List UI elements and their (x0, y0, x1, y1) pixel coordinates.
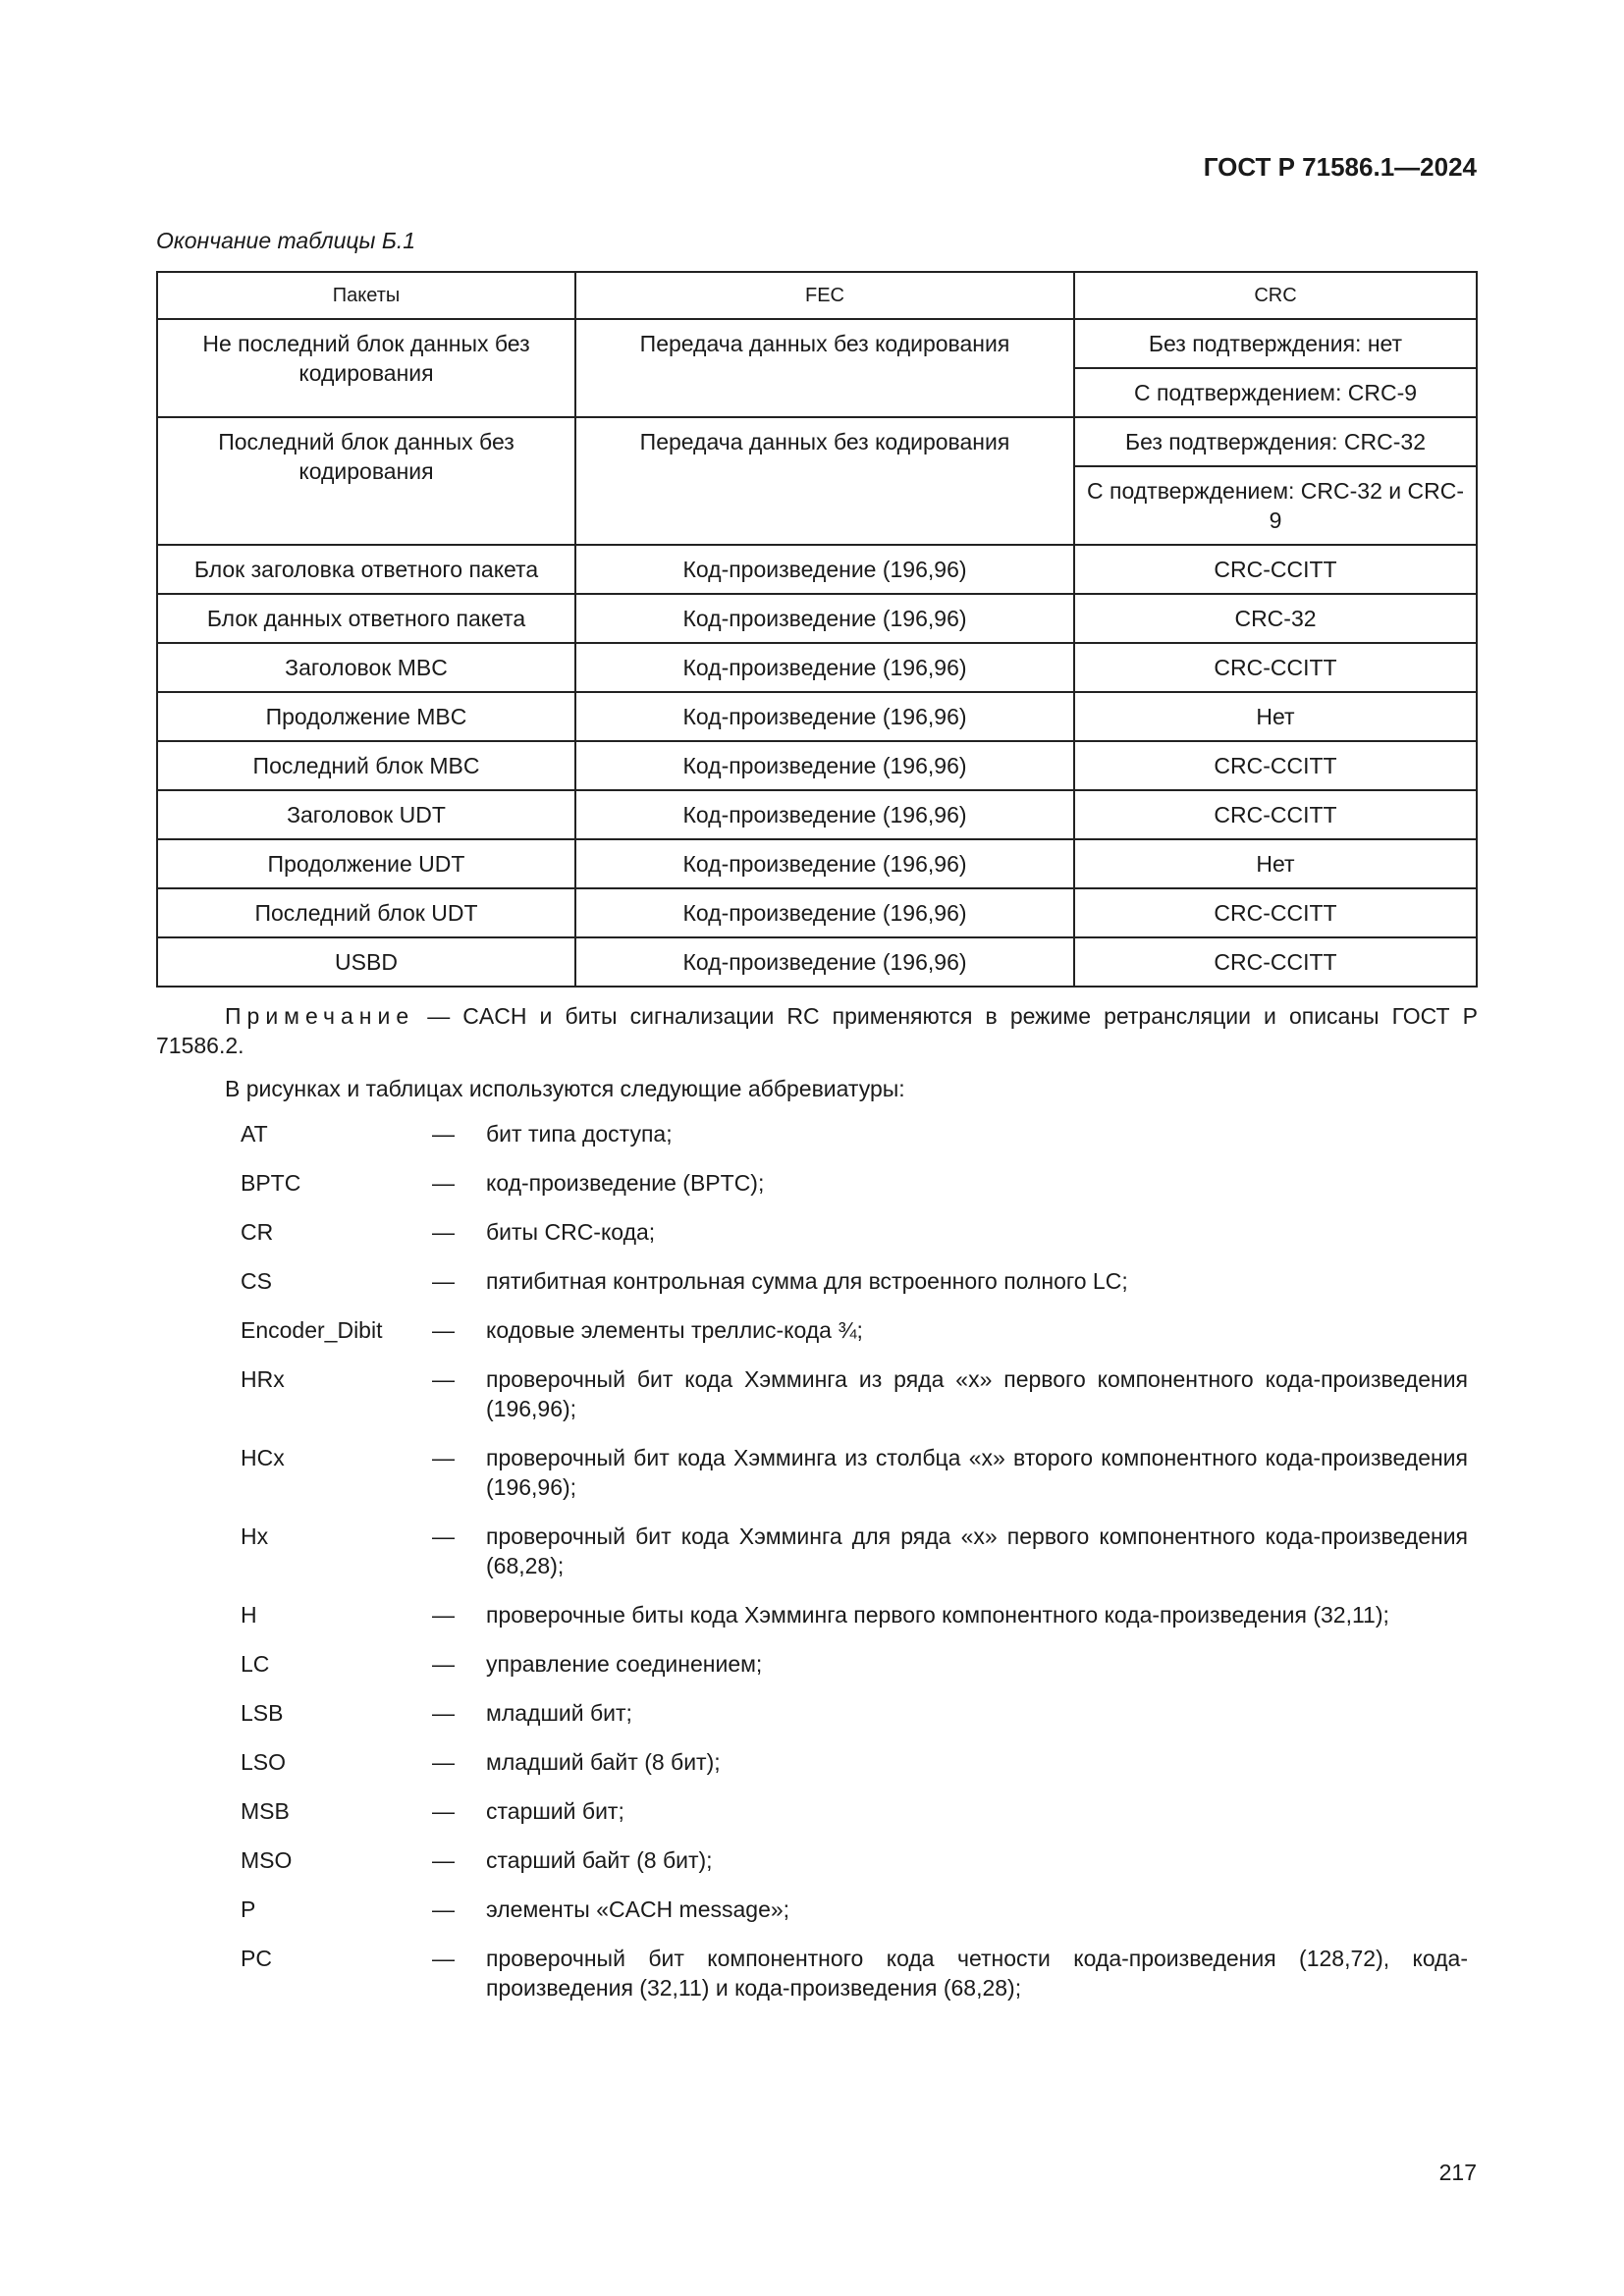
crc-cell: CRC-CCITT (1074, 888, 1477, 937)
list-item (241, 1600, 1468, 1629)
packet-cell: Заголовок UDT (157, 790, 575, 839)
crc-cell: С подтверждением: CRC-9 (1074, 368, 1477, 417)
abbr-term: LSO (241, 1749, 287, 1775)
fec-cell: Код-произведение (196,96) (575, 888, 1074, 937)
table-row (157, 937, 1477, 987)
list-item (241, 1796, 1468, 1826)
col-header-packets: Пакеты (157, 272, 575, 319)
abbr-dash: — (432, 1523, 455, 1549)
note-label: Примечание (225, 1003, 415, 1029)
abbr-desc: проверочный бит кода Хэмминга из ряда «x» первого компонентного кода-произведения (196,96); (486, 1366, 1468, 1421)
abbr-dash: — (432, 1847, 455, 1873)
abbr-desc: кодовые элементы треллис-кода ¾; (486, 1317, 863, 1343)
list-item (241, 1944, 1468, 2002)
col-header-crc: CRC (1074, 272, 1477, 319)
list-item (241, 1522, 1468, 1580)
list-item (241, 1364, 1468, 1423)
fec-cell: Код-произведение (196,96) (575, 839, 1074, 888)
document-id: ГОСТ Р 71586.1—2024 (1203, 152, 1477, 182)
abbr-dash: — (432, 1896, 455, 1922)
crc-cell: CRC-CCITT (1074, 790, 1477, 839)
packet-cell: Последний блок данных без кодирования (157, 417, 575, 545)
packet-cell: Блок заголовка ответного пакета (157, 545, 575, 594)
table-row (157, 790, 1477, 839)
abbr-desc: младший байт (8 бит); (486, 1749, 721, 1775)
abbr-desc: старший байт (8 бит); (486, 1847, 713, 1873)
abbr-desc: проверочный бит кода Хэмминга из столбца «x» второго компонентного кода-произведения (196,96); (486, 1445, 1468, 1500)
table-row (157, 741, 1477, 790)
abbr-dash: — (432, 1445, 455, 1470)
crc-cell: CRC-CCITT (1074, 643, 1477, 692)
crc-cell: CRC-CCITT (1074, 937, 1477, 987)
crc-cell: CRC-CCITT (1074, 741, 1477, 790)
abbr-term: HCx (241, 1445, 285, 1470)
abbr-desc: бит типа доступа; (486, 1121, 673, 1147)
table-row (157, 594, 1477, 643)
abbr-term: P (241, 1896, 256, 1922)
packet-cell: Заголовок MBC (157, 643, 575, 692)
abbr-dash: — (432, 1366, 455, 1392)
crc-cell: Нет (1074, 839, 1477, 888)
crc-cell: CRC-CCITT (1074, 545, 1477, 594)
list-item (241, 1649, 1468, 1679)
packet-cell: Блок данных ответного пакета (157, 594, 575, 643)
fec-cell: Передача данных без кодирования (575, 417, 1074, 545)
crc-cell: Без подтверждения: нет (1074, 319, 1477, 368)
abbr-term: Hx (241, 1523, 269, 1549)
list-item (241, 1217, 1468, 1247)
fec-cell: Код-произведение (196,96) (575, 790, 1074, 839)
abbr-term: Encoder_Dibit (241, 1317, 383, 1343)
packet-cell: Не последний блок данных без кодирования (157, 319, 575, 417)
crc-cell: С подтверждением: CRC-32 и CRC-9 (1074, 466, 1477, 545)
abbr-term: CS (241, 1268, 272, 1294)
fec-cell: Код-произведение (196,96) (575, 692, 1074, 741)
abbr-desc: элементы «CACH message»; (486, 1896, 790, 1922)
crc-cell: Нет (1074, 692, 1477, 741)
abbr-term: HRx (241, 1366, 285, 1392)
abbr-dash: — (432, 1602, 455, 1628)
abbr-term: H (241, 1602, 257, 1628)
packets-table (156, 271, 1478, 988)
abbr-dash: — (432, 1121, 455, 1147)
abbr-term: MSO (241, 1847, 293, 1873)
fec-cell: Код-произведение (196,96) (575, 741, 1074, 790)
abbr-desc: старший бит; (486, 1798, 624, 1824)
abbr-desc: проверочные биты кода Хэмминга первого компонентного кода-произведения (32,11); (486, 1602, 1389, 1628)
abbr-term: CR (241, 1219, 274, 1245)
fec-cell: Код-произведение (196,96) (575, 643, 1074, 692)
list-item (241, 1119, 1468, 1148)
abbr-dash: — (432, 1651, 455, 1677)
packet-cell: USBD (157, 937, 575, 987)
list-item (241, 1266, 1468, 1296)
table-caption: Окончание таблицы Б.1 (156, 228, 416, 253)
note-text: — CACH и биты сигнализации RC применяются в режиме ретрансляции и описаны ГОСТ Р 71586.2. (156, 1003, 1478, 1058)
table-row (157, 643, 1477, 692)
page-number: 217 (1438, 2160, 1477, 2185)
list-item (241, 1168, 1468, 1198)
abbr-term: PC (241, 1946, 272, 1971)
list-item (241, 1895, 1468, 1924)
packet-cell: Последний блок UDT (157, 888, 575, 937)
abbr-dash: — (432, 1317, 455, 1343)
table-row (157, 417, 1477, 466)
abbr-desc: управление соединением; (486, 1651, 763, 1677)
packet-cell: Продолжение MBC (157, 692, 575, 741)
table-row (157, 545, 1477, 594)
abbr-dash: — (432, 1170, 455, 1196)
table-row (157, 839, 1477, 888)
table-row (157, 319, 1477, 368)
abbr-dash: — (432, 1700, 455, 1726)
fec-cell: Код-произведение (196,96) (575, 545, 1074, 594)
list-item (241, 1698, 1468, 1728)
list-item (241, 1845, 1468, 1875)
abbr-dash: — (432, 1946, 455, 1971)
fec-cell: Код-произведение (196,96) (575, 594, 1074, 643)
abbr-desc: пятибитная контрольная сумма для встроенного полного LC; (486, 1268, 1128, 1294)
abbr-desc: биты CRC-кода; (486, 1219, 656, 1245)
crc-cell: Без подтверждения: CRC-32 (1074, 417, 1477, 466)
abbr-term: BPTC (241, 1170, 301, 1196)
table-note (156, 1001, 1478, 1060)
abbr-desc: младший бит; (486, 1700, 632, 1726)
list-item (241, 1747, 1468, 1777)
abbr-desc: проверочный бит компонентного кода четности кода-произведения (128,72), кода-произведения (32,11) и кода-произведения (68,28); (486, 1946, 1468, 2001)
abbr-term: LSB (241, 1700, 284, 1726)
abbr-dash: — (432, 1749, 455, 1775)
abbr-term: AT (241, 1121, 268, 1147)
abbr-term: MSB (241, 1798, 290, 1824)
table-row (157, 888, 1477, 937)
fec-cell: Код-произведение (196,96) (575, 937, 1074, 987)
packet-cell: Последний блок MBC (157, 741, 575, 790)
abbr-desc: код-произведение (BPTC); (486, 1170, 765, 1196)
crc-cell: CRC-32 (1074, 594, 1477, 643)
abbr-dash: — (432, 1268, 455, 1294)
list-item (241, 1443, 1468, 1502)
abbr-dash: — (432, 1798, 455, 1824)
packet-cell: Продолжение UDT (157, 839, 575, 888)
table-row (157, 692, 1477, 741)
col-header-fec: FEC (575, 272, 1074, 319)
abbr-term: LC (241, 1651, 270, 1677)
abbr-dash: — (432, 1219, 455, 1245)
list-item (241, 1315, 1468, 1345)
abbreviations-list (241, 1119, 1468, 2022)
abbreviations-intro: В рисунках и таблицах используются следующие аббревиатуры: (225, 1076, 905, 1101)
abbr-desc: проверочный бит кода Хэмминга для ряда «x» первого компонентного кода-произведения (68,28); (486, 1523, 1468, 1578)
table-header-row (157, 272, 1477, 319)
fec-cell: Передача данных без кодирования (575, 319, 1074, 417)
